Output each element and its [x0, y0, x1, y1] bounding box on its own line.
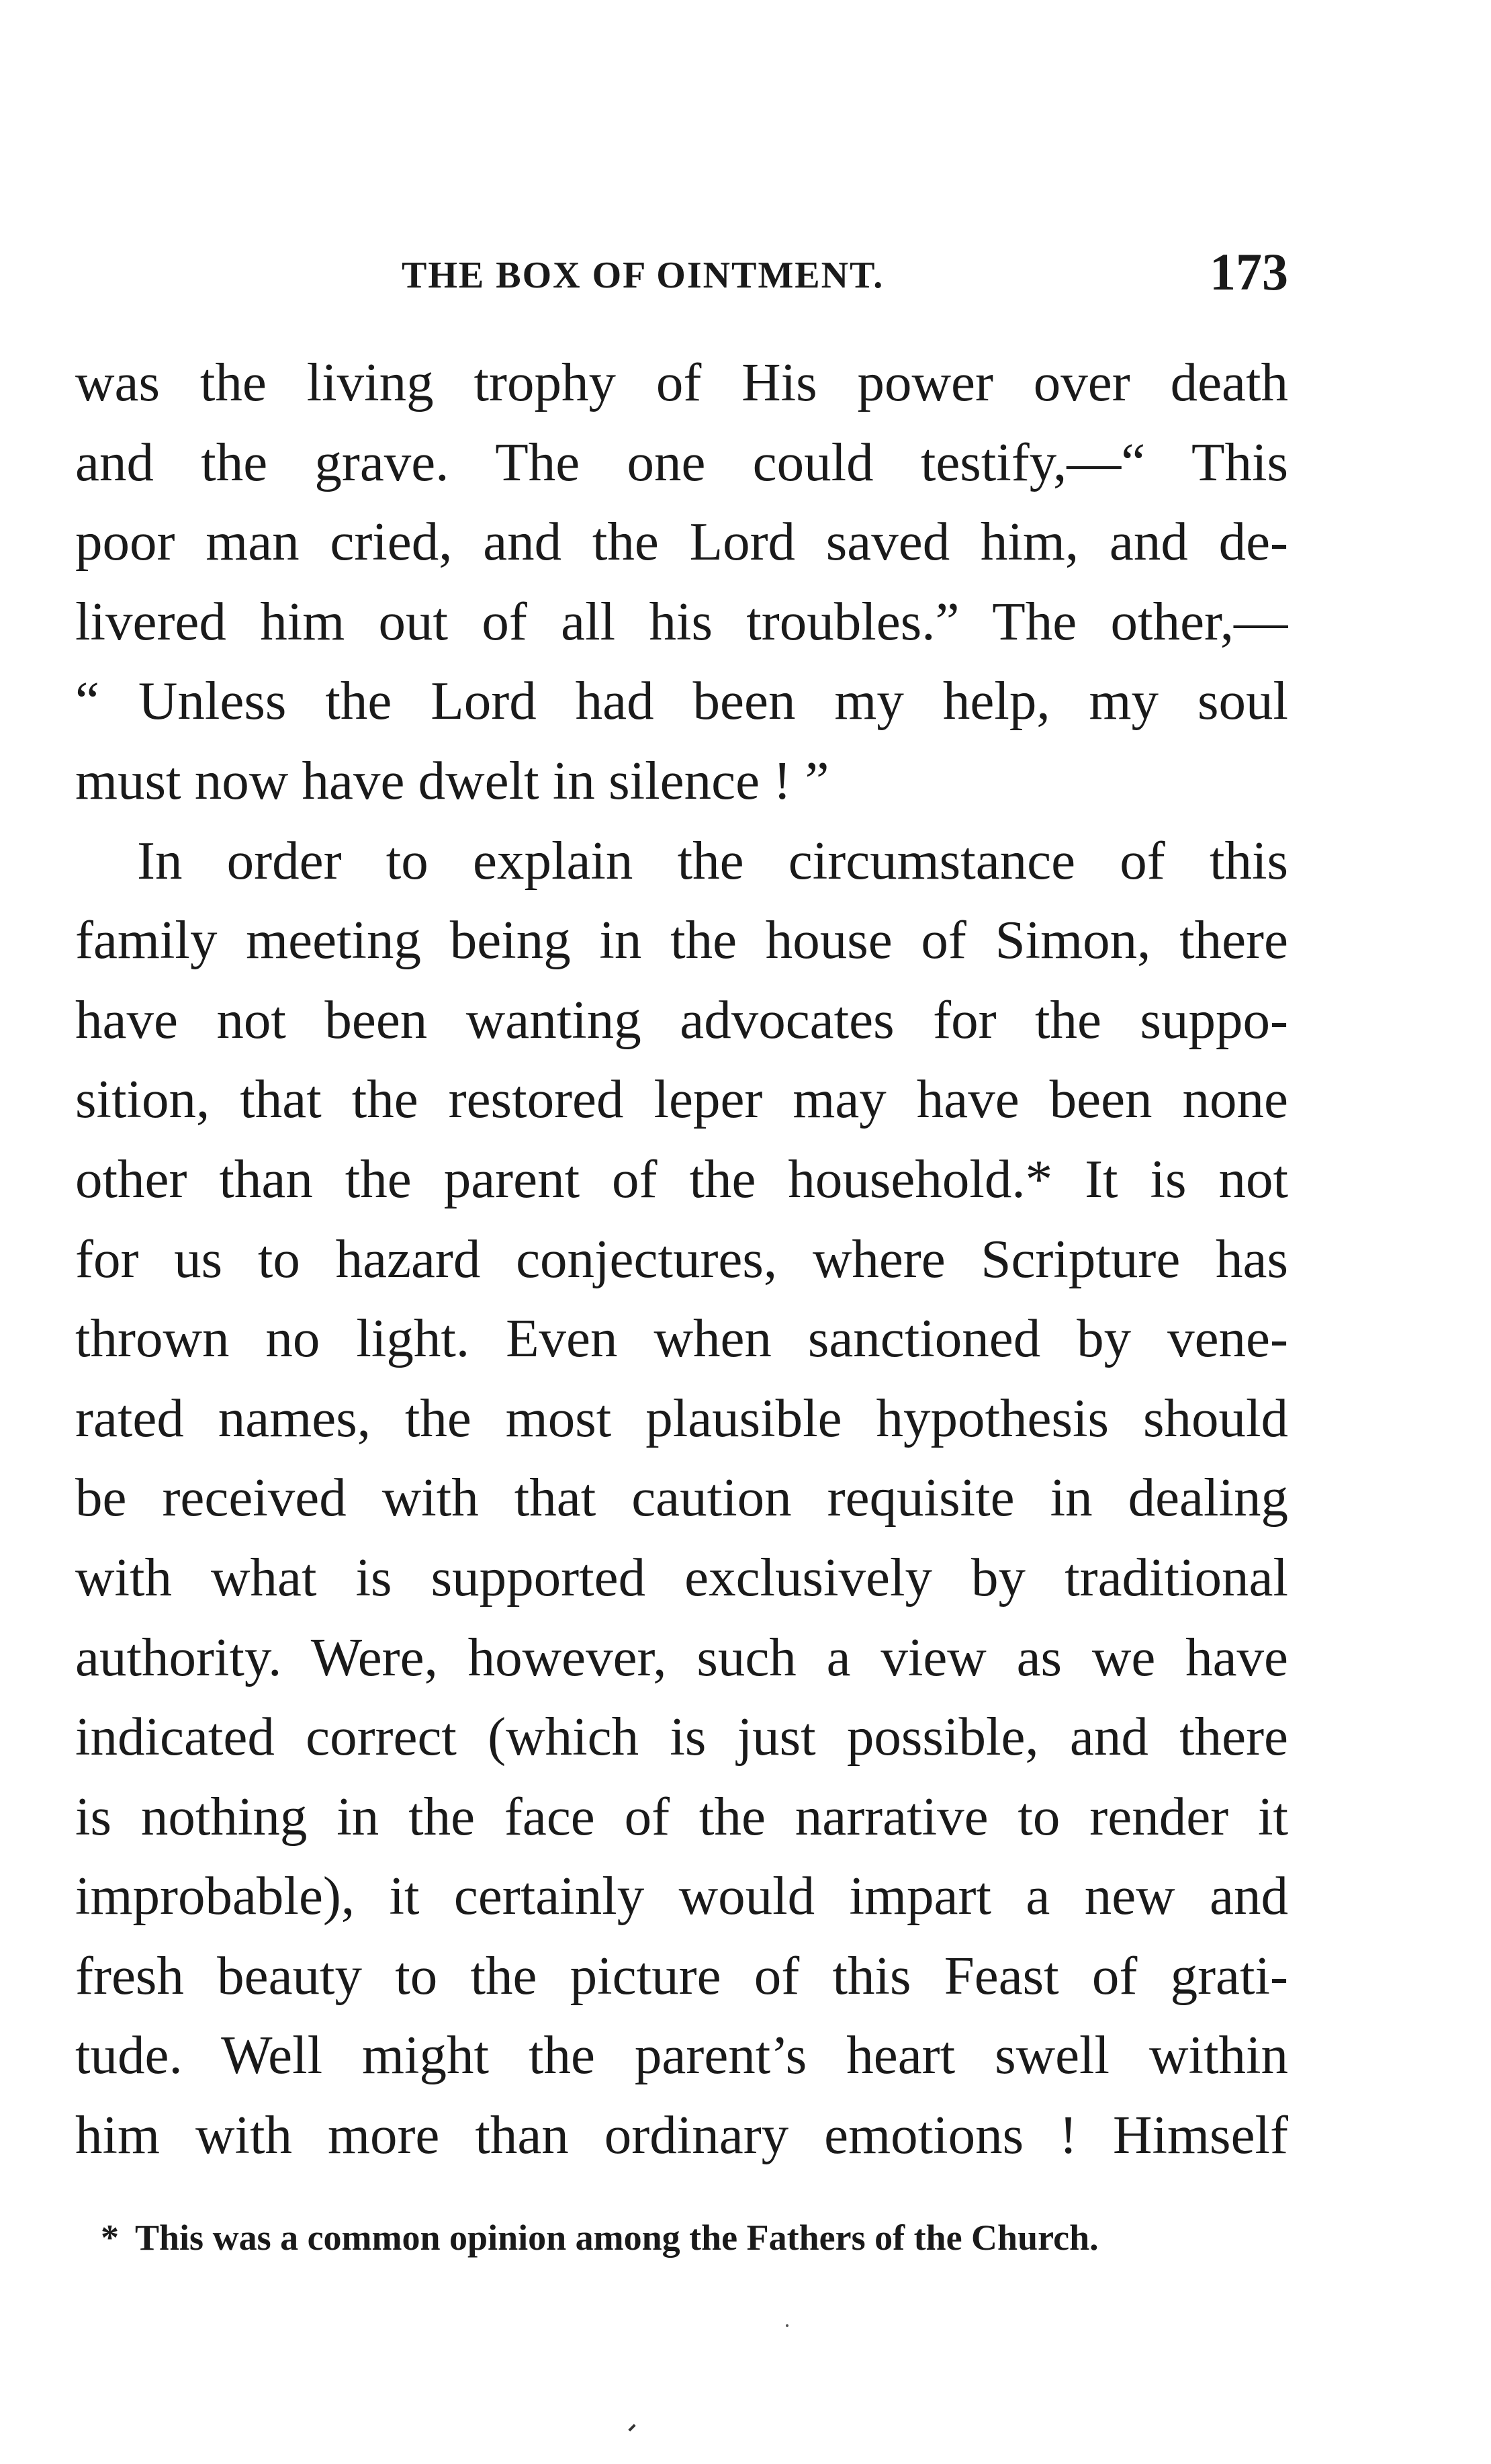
text-line: indicated correct (which is just possible, and there	[75, 1706, 1288, 1767]
text-line: be received with that caution requisite in dealing	[75, 1467, 1288, 1528]
text-line: have not been wanting advocates for the suppo-	[75, 989, 1288, 1050]
text-line: sition, that the restored leper may have been none	[75, 1069, 1288, 1130]
text-line: family meeting being in the house of Simon, there	[75, 910, 1288, 971]
running-head	[402, 242, 1288, 302]
text-line: authority. Were, however, such a view as we have	[75, 1626, 1288, 1687]
paper-speck	[786, 2324, 788, 2327]
text-line: and the grave. The one could testify,—“ This	[75, 431, 1288, 492]
text-line: must now have dwelt in silence ! ”	[75, 750, 829, 811]
text-line: In order to explain the circumstance of this	[137, 830, 1288, 891]
text-line: fresh beauty to the picture of this Feast of grati-	[75, 1945, 1288, 2006]
body-text	[75, 343, 1288, 2175]
footnote-mark: *	[101, 2217, 119, 2258]
footnote	[101, 2217, 1310, 2258]
text-line: “ Unless the Lord had been my help, my soul	[75, 670, 1288, 732]
text-line: rated names, the most plausible hypothesis should	[75, 1387, 1288, 1448]
paper-speck	[628, 2424, 635, 2431]
text-line: thrown no light. Even when sanctioned by vene-	[75, 1308, 1288, 1369]
text-line: tude. Well might the parent’s heart swell within	[75, 2025, 1288, 2086]
text-line: for us to hazard conjectures, where Scripture has	[75, 1228, 1288, 1289]
footnote-text: This was a common opinion among the Fathers of the Church.	[135, 2217, 1099, 2258]
page-number: 173	[1210, 243, 1288, 301]
text-line: improbable), it certainly would impart a new and	[75, 1865, 1288, 1927]
text-line: him with more than ordinary emotions ! Himself	[75, 2105, 1288, 2166]
text-line: livered him out of all his troubles.” The other,—	[75, 590, 1288, 652]
text-line: is nothing in the face of the narrative to render it	[75, 1786, 1288, 1847]
running-title: THE BOX OF OINTMENT.	[402, 255, 885, 296]
text-line: other than the parent of the household.* It is not	[75, 1148, 1288, 1209]
text-line: with what is supported exclusively by traditional	[75, 1546, 1288, 1608]
text-line: poor man cried, and the Lord saved him, and de-	[75, 511, 1288, 572]
text-line: was the living trophy of His power over death	[75, 352, 1288, 412]
